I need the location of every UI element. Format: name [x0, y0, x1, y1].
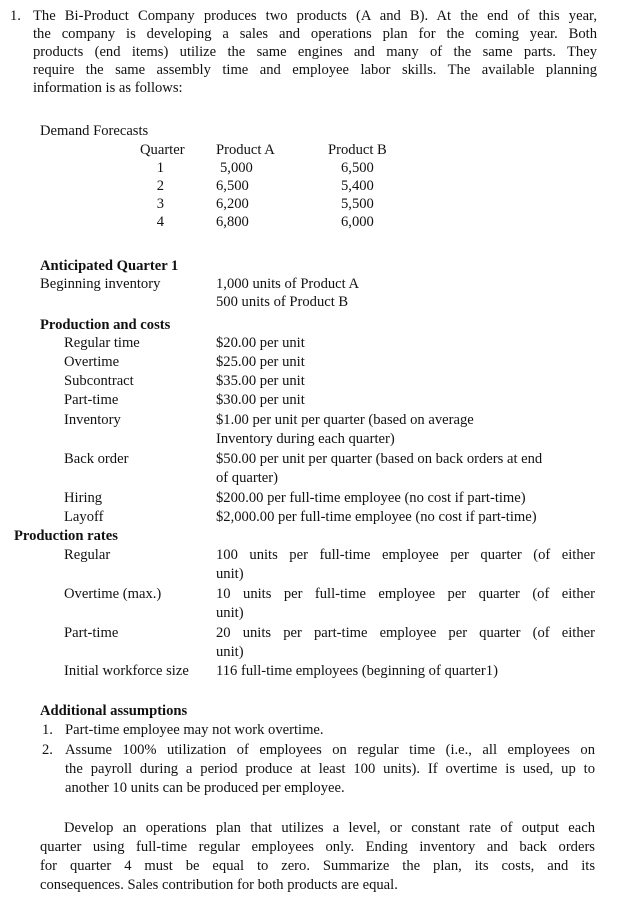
rate-label: Overtime (max.)	[64, 586, 162, 602]
beginning-inventory-a: 1,000 units of Product A	[216, 276, 360, 292]
intro-line: The Bi-Product Company produces two products (A and B). At the end of this year,	[33, 8, 597, 24]
cost-value: $1.00 per unit per quarter (based on average	[216, 412, 474, 428]
rate-value-cont: unit)	[216, 605, 244, 621]
problem-number: 1.	[10, 8, 21, 24]
cost-value: $20.00 per unit	[216, 335, 305, 351]
assumption-line: another 10 units can be produced per employee.	[65, 780, 345, 796]
task-line: Develop an operations plan that utilizes a level, or constant rate of output each	[64, 820, 595, 836]
beginning-inventory-b: 500 units of Product B	[216, 294, 349, 310]
workforce-value: 116 full-time employees (beginning of quarter1)	[216, 663, 498, 679]
rate-label: Part-time	[64, 625, 119, 641]
cost-value: $200.00 per full-time employee (no cost if part-time)	[216, 490, 526, 506]
assumptions-heading: Additional assumptions	[40, 703, 188, 719]
product-a-cell: 6,800	[216, 214, 249, 230]
cost-label: Inventory	[64, 412, 121, 428]
cost-label: Regular time	[64, 335, 140, 351]
task-line: for quarter 4 must be equal to zero. Summarize the plan, its costs, and its	[40, 858, 595, 874]
intro-line: the company is developing a sales and operations plan for the coming year. Both	[33, 26, 597, 42]
assumption-line: Part-time employee may not work overtime.	[65, 722, 324, 738]
cost-label: Hiring	[64, 490, 103, 506]
col-quarter-header: Quarter	[140, 142, 185, 158]
cost-value: $50.00 per unit per quarter (based on back orders at end	[216, 451, 543, 467]
product-a-cell: 5,000	[220, 160, 253, 176]
quarter-cell: 3	[156, 196, 164, 212]
rate-label: Regular	[64, 547, 111, 563]
quarter-cell: 2	[156, 178, 164, 194]
production-costs-heading: Production and costs	[40, 317, 171, 333]
rate-value: 10 units per full-time employee per quarter (of either	[216, 586, 595, 602]
cost-label: Layoff	[64, 509, 104, 525]
product-a-cell: 6,500	[216, 178, 249, 194]
cost-label: Subcontract	[64, 373, 134, 389]
product-b-cell: 6,500	[341, 160, 374, 176]
rate-value: 100 units per full-time employee per quarter (of either	[216, 547, 595, 563]
product-b-cell: 5,500	[341, 196, 374, 212]
cost-value: $30.00 per unit	[216, 392, 305, 408]
cost-label: Overtime	[64, 354, 120, 370]
col-product-a-header: Product A	[216, 142, 275, 158]
beginning-inventory-label: Beginning inventory	[40, 276, 161, 292]
product-b-cell: 5,400	[341, 178, 374, 194]
task-line: consequences. Sales contribution for both products are equal.	[40, 877, 398, 893]
cost-label: Back order	[64, 451, 129, 467]
workforce-label: Initial workforce size	[64, 663, 189, 679]
cost-value-cont: Inventory during each quarter)	[216, 431, 395, 447]
assumption-line: the payroll during a period produce at least 100 units). If overtime is used, up to	[65, 761, 595, 777]
anticipated-heading: Anticipated Quarter 1	[40, 258, 179, 274]
intro-line: products (end items) utilize the same engines and many of the same parts. They	[33, 44, 597, 60]
intro-line: information is as follows:	[33, 80, 183, 96]
rate-value: 20 units per part-time employee per quarter (of either	[216, 625, 595, 641]
production-rates-heading: Production rates	[14, 528, 118, 544]
rate-value-cont: unit)	[216, 644, 244, 660]
quarter-cell: 1	[156, 160, 164, 176]
cost-value: $2,000.00 per full-time employee (no cost if part-time)	[216, 509, 537, 525]
rate-value-cont: unit)	[216, 566, 244, 582]
product-b-cell: 6,000	[341, 214, 374, 230]
assumption-line: Assume 100% utilization of employees on regular time (i.e., all employees on	[65, 742, 595, 758]
assumption-number: 2.	[42, 742, 53, 758]
product-a-cell: 6,200	[216, 196, 249, 212]
col-product-b-header: Product B	[328, 142, 387, 158]
cost-value-cont: of quarter)	[216, 470, 278, 486]
intro-line: require the same assembly time and employee labor skills. The available planning	[33, 62, 597, 78]
demand-heading: Demand Forecasts	[40, 123, 149, 139]
task-line: quarter using full-time regular employees only. Ending inventory and back orders	[40, 839, 595, 855]
cost-label: Part-time	[64, 392, 119, 408]
cost-value: $25.00 per unit	[216, 354, 305, 370]
cost-value: $35.00 per unit	[216, 373, 305, 389]
assumption-number: 1.	[42, 722, 53, 738]
quarter-cell: 4	[156, 214, 164, 230]
